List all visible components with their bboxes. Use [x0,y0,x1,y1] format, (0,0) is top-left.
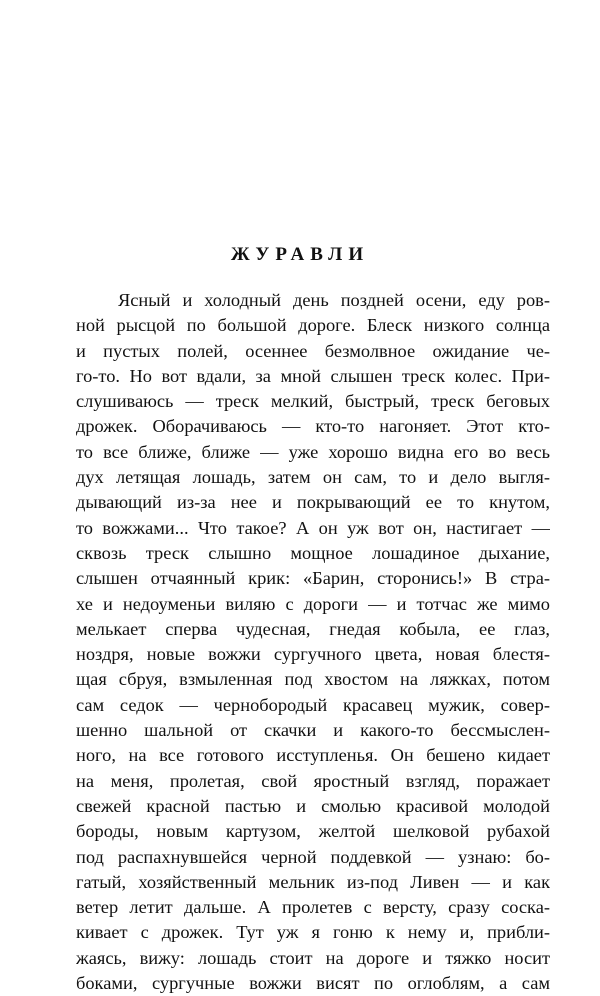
text-line: кивает с дрожек. Тут уж я гоню к нему и, прибли- [76,922,550,943]
text-line: то вожжами... Что такое? А он уж вот он, настигает — [76,517,550,538]
text-line: свежей красной пастью и смолью красивой молодой [76,795,550,816]
text-line: мелькает сперва чудесная, гнедая кобыла, ее глаз, [76,618,550,639]
text-line: сам седок — чернобородый красавец мужик, совер- [76,694,550,715]
text-line: и пустых полей, осеннее безмолвное ожидание че- [76,340,550,361]
text-line: слушиваюсь — треск мелкий, быстрый, треск беговых [76,391,550,412]
text-line: под распахнувшейся черной поддевкой — узнаю: бо- [76,846,550,867]
text-line: ветер летит дальше. А пролетев с версту, сразу соска- [76,897,550,918]
text-line: то все ближе, ближе — уже хорошо видна его во весь [76,441,550,462]
text-line: шенно шальной от скачки и какого-то бессмыслен- [76,720,550,741]
text-line: ного, на все готового исступленья. Он бешено кидает [76,745,550,766]
text-line: сквозь треск слышно мощное лошадиное дыхание, [76,542,550,563]
text-line: боками, сургучные вожжи висят по оглоблям, а сам [76,973,550,994]
text-line: Ясный и холодный день поздней осени, еду ров- [118,290,550,310]
text-line: гатый, хозяйственный мельник из-под Ливен — и как [76,871,550,892]
text-line: жаясь, вижу: лошадь стоит на дороге и тяжко носит [76,947,550,968]
text-line: хе и недоуменьи виляю с дороги — и тотчас же мимо [76,593,550,614]
chapter-title: ЖУРАВЛИ [230,244,370,265]
body-text [76,288,550,996]
text-line: дывающий из-за нее и покрывающий ее то кнутом, [76,492,550,513]
text-line: дух летящая лошадь, затем он сам, то и дело выгля- [76,467,550,488]
text-line: ноздря, новые вожжи сургучного цвета, новая блестя- [76,644,550,665]
text-line: слышен отчаянный крик: «Барин, сторонись!» В стра- [76,568,550,589]
text-line: дрожек. Оборачиваюсь — кто-то нагоняет. Этот кто- [76,416,550,437]
text-line: на меня, пролетая, свой яростный взгляд, поражает [76,770,550,791]
text-line: щая сбруя, взмыленная под хвостом на ляжках, потом [76,669,550,690]
text-line: бороды, новым картузом, желтой шелковой рубахой [76,821,550,842]
text-line: ной рысцой по большой дороге. Блеск низкого солнца [76,315,550,336]
text-line: го-то. Но вот вдали, за мной слышен треск колес. При- [76,365,550,386]
